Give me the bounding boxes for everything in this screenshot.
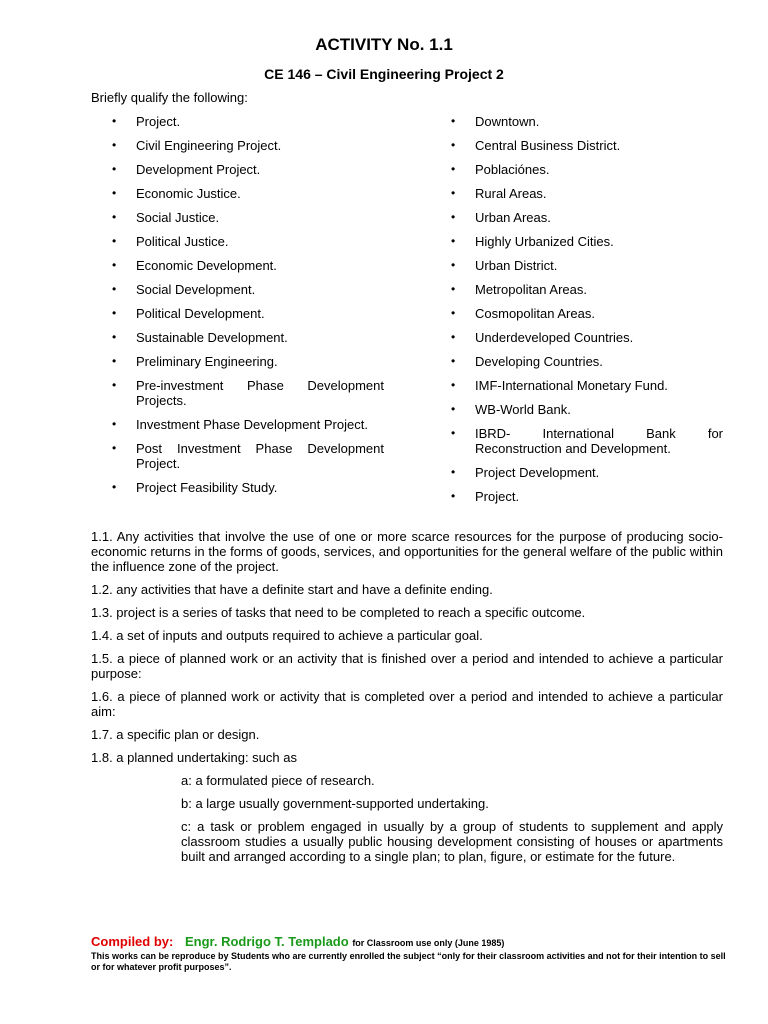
instructions: Briefly qualify the following: — [91, 90, 248, 105]
list-item: • Downtown. — [451, 114, 723, 129]
list-item: • Post Investment Phase Development Project. — [112, 441, 384, 471]
footer — [91, 934, 731, 973]
list-item: • Project. — [112, 114, 384, 129]
list-item: • Economic Development. — [112, 258, 384, 273]
list-item: • IMF-International Monetary Fund. — [451, 378, 723, 393]
compiled-label: Compiled by: — [91, 934, 174, 949]
list-item: • Central Business District. — [451, 138, 723, 153]
list-item: • Sustainable Development. — [112, 330, 384, 345]
list-item: • Pre-investment Phase Development Projects. — [112, 378, 384, 408]
list-item: • Rural Areas. — [451, 186, 723, 201]
list-item: • Metropolitan Areas. — [451, 282, 723, 297]
list-item: • Highly Urbanized Cities. — [451, 234, 723, 249]
definition-paragraph: 1.3. project is a series of tasks that need to be completed to reach a specific outcome. — [91, 605, 586, 620]
sub-definition: a: a formulated piece of research. — [181, 773, 375, 788]
definition-paragraph: 1.4. a set of inputs and outputs required to achieve a particular goal. — [91, 628, 483, 643]
sub-definition: c: a task or problem engaged in usually by a group of students to supplement and apply classroom studies a usually public housing development consisting of houses or apartments built and arranged according to a single plan; to plan, figure, or estimate for the future. — [181, 819, 723, 864]
list-item: • Civil Engineering Project. — [112, 138, 384, 153]
definition-paragraph: 1.8. a planned undertaking: such as — [91, 750, 297, 765]
course-subtitle: CE 146 – Civil Engineering Project 2 — [264, 66, 504, 82]
definition-paragraph: 1.2. any activities that have a definite start and have a definite ending. — [91, 582, 493, 597]
list-item: • Social Development. — [112, 282, 384, 297]
list-item: • Social Justice. — [112, 210, 384, 225]
sub-definition: b: a large usually government-supported undertaking. — [181, 796, 489, 811]
list-item: • Project. — [451, 489, 723, 504]
list-item: • WB-World Bank. — [451, 402, 723, 417]
definition-paragraph: 1.1. Any activities that involve the use of one or more scarce resources for the purpose of producing socio-economic returns in the forms of goods, services, and opportunities for the general welfare of the public within the influence zone of the project. — [91, 529, 723, 574]
definition-paragraph: 1.6. a piece of planned work or activity that is completed over a period and intended to achieve a particular aim: — [91, 689, 723, 719]
list-item: • Underdeveloped Countries. — [451, 330, 723, 345]
disclaimer: This works can be reproduce by Students who are currently enrolled the subject “only for their classroom activities and not for their intention to sell or for whatever profit purposes”. — [91, 951, 726, 972]
list-item: • Preliminary Engineering. — [112, 354, 384, 369]
list-item: • Urban District. — [451, 258, 723, 273]
list-item: • Political Justice. — [112, 234, 384, 249]
definitions-section — [91, 529, 723, 872]
list-item: • Developing Countries. — [451, 354, 723, 369]
definition-paragraph: 1.7. a specific plan or design. — [91, 727, 260, 742]
list-item: • Urban Areas. — [451, 210, 723, 225]
list-item: • Political Development. — [112, 306, 384, 321]
list-item: • IBRD- International Bank for Reconstruction and Development. — [451, 426, 723, 456]
list-item: • Poblaciónes. — [451, 162, 723, 177]
page-title: ACTIVITY No. 1.1 — [315, 35, 453, 54]
list-item: • Investment Phase Development Project. — [112, 417, 384, 432]
definition-paragraph: 1.5. a piece of planned work or an activity that is finished over a period and intended to achieve a particular purpose: — [91, 651, 723, 681]
left-term-list — [112, 114, 384, 504]
list-item: • Project Development. — [451, 465, 723, 480]
compiled-by-line — [91, 934, 731, 949]
usage-note: for Classroom use only (June 1985) — [352, 938, 505, 948]
list-item: • Project Feasibility Study. — [112, 480, 384, 495]
list-item: • Development Project. — [112, 162, 384, 177]
author-name: Engr. Rodrigo T. Templado — [184, 934, 349, 949]
right-term-list — [451, 114, 723, 513]
list-item: • Economic Justice. — [112, 186, 384, 201]
list-item: • Cosmopolitan Areas. — [451, 306, 723, 321]
